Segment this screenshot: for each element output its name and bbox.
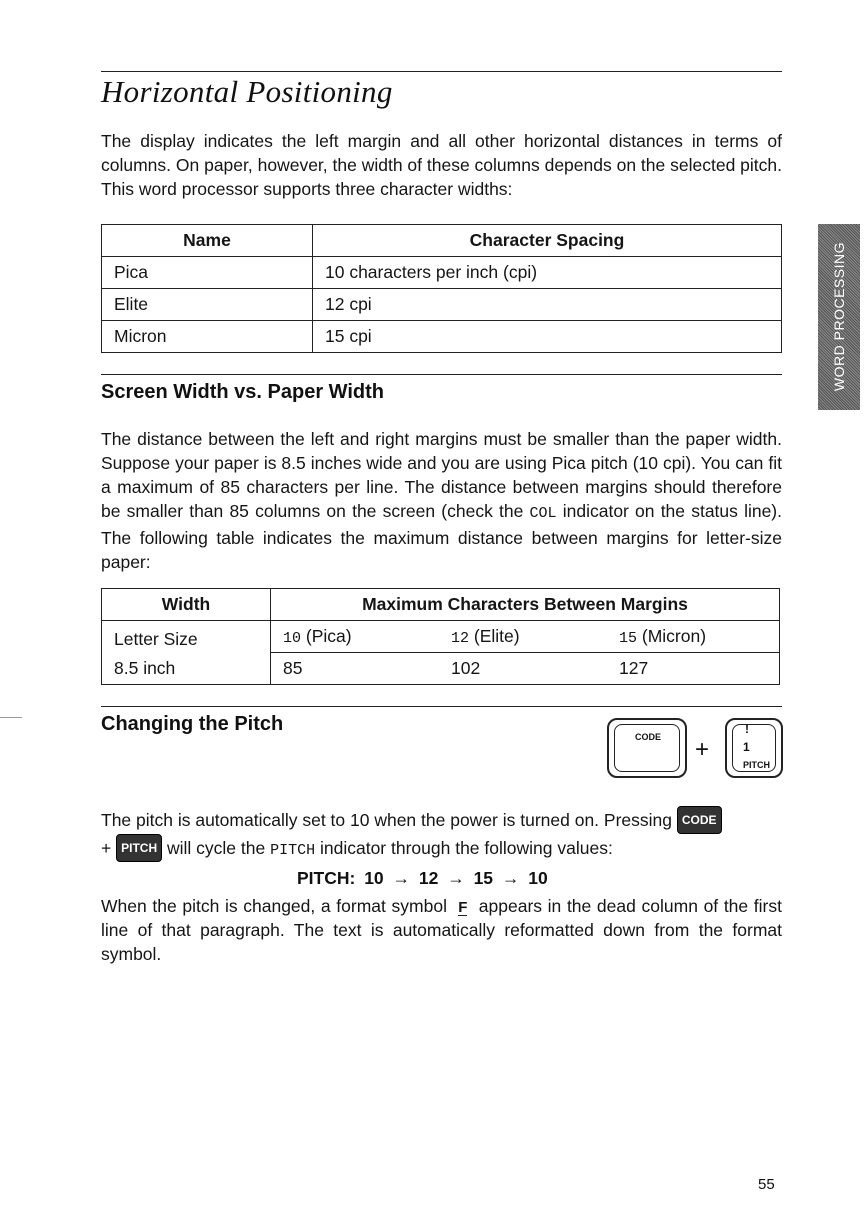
section-side-tab	[818, 224, 860, 410]
header-character-spacing: Character Spacing	[313, 225, 782, 257]
section-rule	[101, 706, 782, 707]
header-max-chars: Maximum Characters Between Margins	[271, 589, 780, 621]
pitch-text: The pitch is automatically set to 10 when the power is turned on. Pressing	[101, 810, 672, 830]
pitch-name: Pica	[102, 257, 313, 289]
format-paragraph	[101, 894, 782, 966]
max-chars-row	[271, 653, 780, 685]
page-title: Horizontal Positioning	[101, 74, 393, 109]
side-tab-label: WORD PROCESSING	[831, 242, 847, 392]
pitch-col-pica	[283, 626, 451, 647]
plus-text: +	[101, 838, 112, 858]
pitch-label: (Pica)	[305, 626, 352, 646]
pitch-text: indicator through the following values:	[319, 838, 613, 858]
key-combination-illustration	[607, 718, 783, 780]
intro-paragraph: The display indicates the left margin and all other horizontal distances in terms of columns. On paper, however, the width of these columns depends on the selected pitch. This word processor supports three character widths:	[101, 131, 782, 199]
page-number: 55	[758, 1176, 775, 1193]
section-heading-changing-pitch: Changing the Pitch	[101, 713, 284, 735]
pitch-name: Elite	[102, 289, 313, 321]
pitch-table	[101, 224, 782, 353]
code-key-inline-icon: CODE	[677, 806, 722, 834]
table-row	[102, 289, 782, 321]
pitch-sequence: PITCH: 10 → 12 → 15 → 10	[297, 868, 548, 888]
pitch-value: 12	[451, 630, 470, 647]
pitch-value: 10	[283, 630, 302, 647]
pitch-text: will cycle the	[166, 838, 266, 858]
pitch-key-number: 1	[743, 740, 750, 754]
paper-width: 8.5 inch	[114, 658, 176, 678]
section-rule	[101, 374, 782, 375]
table-header-row	[102, 225, 782, 257]
pitch-key-inline-icon: PITCH	[116, 834, 162, 862]
pitch-label: (Micron)	[641, 626, 707, 646]
max-chars-elite: 102	[451, 658, 481, 678]
format-text: When the pitch is changed, a format symbol	[101, 896, 447, 916]
pitch-spacing: 15 cpi	[313, 321, 782, 353]
table-header-row	[102, 589, 780, 621]
paper-width-cell	[102, 621, 271, 685]
pitch-row	[271, 621, 780, 653]
format-symbol-icon: F	[458, 899, 468, 916]
screen-width-paragraph	[101, 427, 782, 574]
margin-table	[101, 588, 780, 685]
screen-width-text-cont: indicator on the status line). The following table indicates the maximum distance between margins for letter-size paper:	[101, 501, 783, 572]
pitch-spacing: 12 cpi	[313, 289, 782, 321]
pitch-paragraph	[101, 806, 782, 863]
pitch-spacing: 10 characters per inch (cpi)	[313, 257, 782, 289]
pitch-key-label: PITCH	[743, 760, 770, 770]
pitch-value: 15	[619, 630, 638, 647]
top-rule	[101, 71, 782, 72]
table-row	[102, 321, 782, 353]
pitch-col-elite	[451, 626, 619, 647]
screen-width-text: The distance between the left and right margins must be smaller than the paper width. Suppose your paper is 8.5 inches wide and you are using Pica pitch (10 cpi). You can fit a maximum of 85 characters per line. The distance between margins should therefore be smaller than 85 columns on the screen (check the	[101, 429, 782, 521]
max-chars-pica: 85	[283, 658, 303, 678]
pitch-name: Micron	[102, 321, 313, 353]
col-indicator: COL	[529, 505, 557, 522]
margin-mark	[0, 717, 22, 718]
code-key-icon	[607, 718, 687, 778]
format-text: appears in the dead column of the first line of that paragraph. The text is automatically reformatted down from the format symbol.	[101, 896, 782, 964]
header-name: Name	[102, 225, 313, 257]
pitch-key-icon	[725, 718, 783, 778]
table-row	[102, 621, 780, 653]
pitch-indicator: PITCH	[270, 842, 316, 859]
pitch-col-micron	[619, 626, 706, 647]
code-key-label: CODE	[635, 732, 662, 742]
section-heading-screen-width: Screen Width vs. Paper Width	[101, 381, 385, 403]
pitch-label: (Elite)	[473, 626, 520, 646]
paper-size: Letter Size	[114, 629, 198, 649]
header-width: Width	[102, 589, 271, 621]
max-chars-micron: 127	[619, 658, 649, 678]
plus-sign: +	[695, 736, 710, 763]
table-row	[102, 257, 782, 289]
pitch-key-symbol: !	[745, 722, 749, 736]
